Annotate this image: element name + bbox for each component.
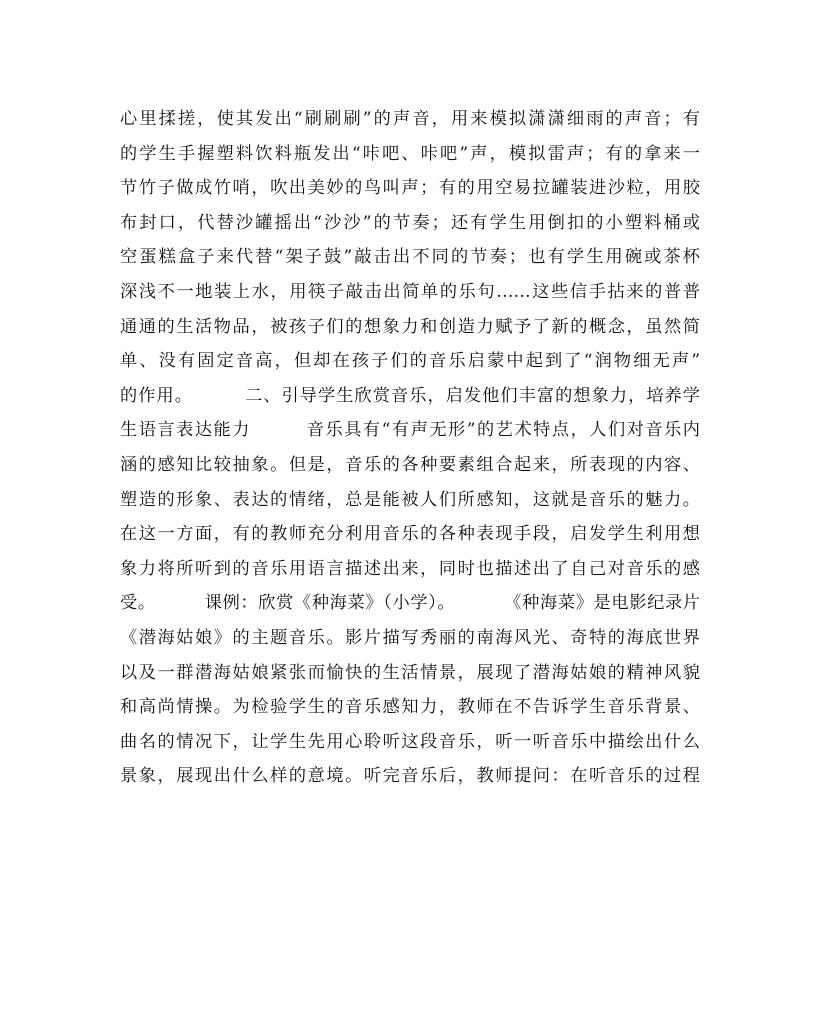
text-line: 涵的感知比较抽象。但是，音乐的各种要素组合起来，所表现的内容、 — [120, 454, 700, 475]
text-line: 象力将所听到的音乐用语言描述出来，同时也描述出了自己对音乐的感 — [120, 558, 700, 579]
text-line: 受。 课例：欣赏《种海菜》（小学）。 《种海菜》是电影纪录片 — [120, 593, 700, 614]
text-line: 深浅不一地装上水，用筷子敲击出简单的乐句……这些信手拈来的普普 — [120, 281, 700, 302]
text-line: 空蛋糕盒子来代替“架子鼓”敲击出不同的节奏；也有学生用碗或茶杯 — [120, 247, 700, 268]
text-line: 生语言表达能力 音乐具有“有声无形”的艺术特点，人们对音乐内 — [120, 420, 700, 441]
text-line: 塑造的形象、表达的情绪，总是能被人们所感知，这就是音乐的魅力。 — [120, 489, 700, 510]
text-line: 以及一群潜海姑娘紧张而愉快的生活情景，展现了潜海姑娘的精神风貌 — [120, 662, 700, 683]
text-line: 通通的生活物品，被孩子们的想象力和创造力赋予了新的概念，虽然简 — [120, 316, 700, 337]
text-line: 布封口，代替沙罐摇出“沙沙”的节奏；还有学生用倒扣的小塑料桶或 — [120, 212, 700, 233]
text-line: 的作用。 二、引导学生欣赏音乐，启发他们丰富的想象力，培养学 — [120, 385, 700, 406]
text-line: 的学生手握塑料饮料瓶发出“咔吧、咔吧”声，模拟雷声；有的拿来一 — [120, 143, 700, 164]
text-line: 曲名的情况下，让学生先用心聆听这段音乐，听一听音乐中描绘出什么 — [120, 731, 700, 752]
text-line: 心里揉搓，使其发出“刷刷刷”的声音，用来模拟潇潇细雨的声音；有 — [120, 109, 700, 129]
text-line: 《潜海姑娘》的主题音乐。影片描写秀丽的南海风光、奇特的海底世界 — [120, 627, 700, 648]
document-text-body — [120, 102, 700, 794]
text-line: 在这一方面，有的教师充分利用音乐的各种表现手段，启发学生利用想 — [120, 524, 700, 545]
text-line: 节竹子做成竹哨，吹出美妙的鸟叫声；有的用空易拉罐装进沙粒，用胶 — [120, 178, 700, 199]
text-line: 和高尚情操。为检验学生的音乐感知力，教师在不告诉学生音乐背景、 — [120, 697, 700, 718]
text-line: 单、没有固定音高，但却在孩子们的音乐启蒙中起到了“润物细无声” — [120, 351, 700, 372]
text-line: 景象，展现出什么样的意境。听完音乐后，教师提问：在听音乐的过程 — [120, 766, 700, 787]
